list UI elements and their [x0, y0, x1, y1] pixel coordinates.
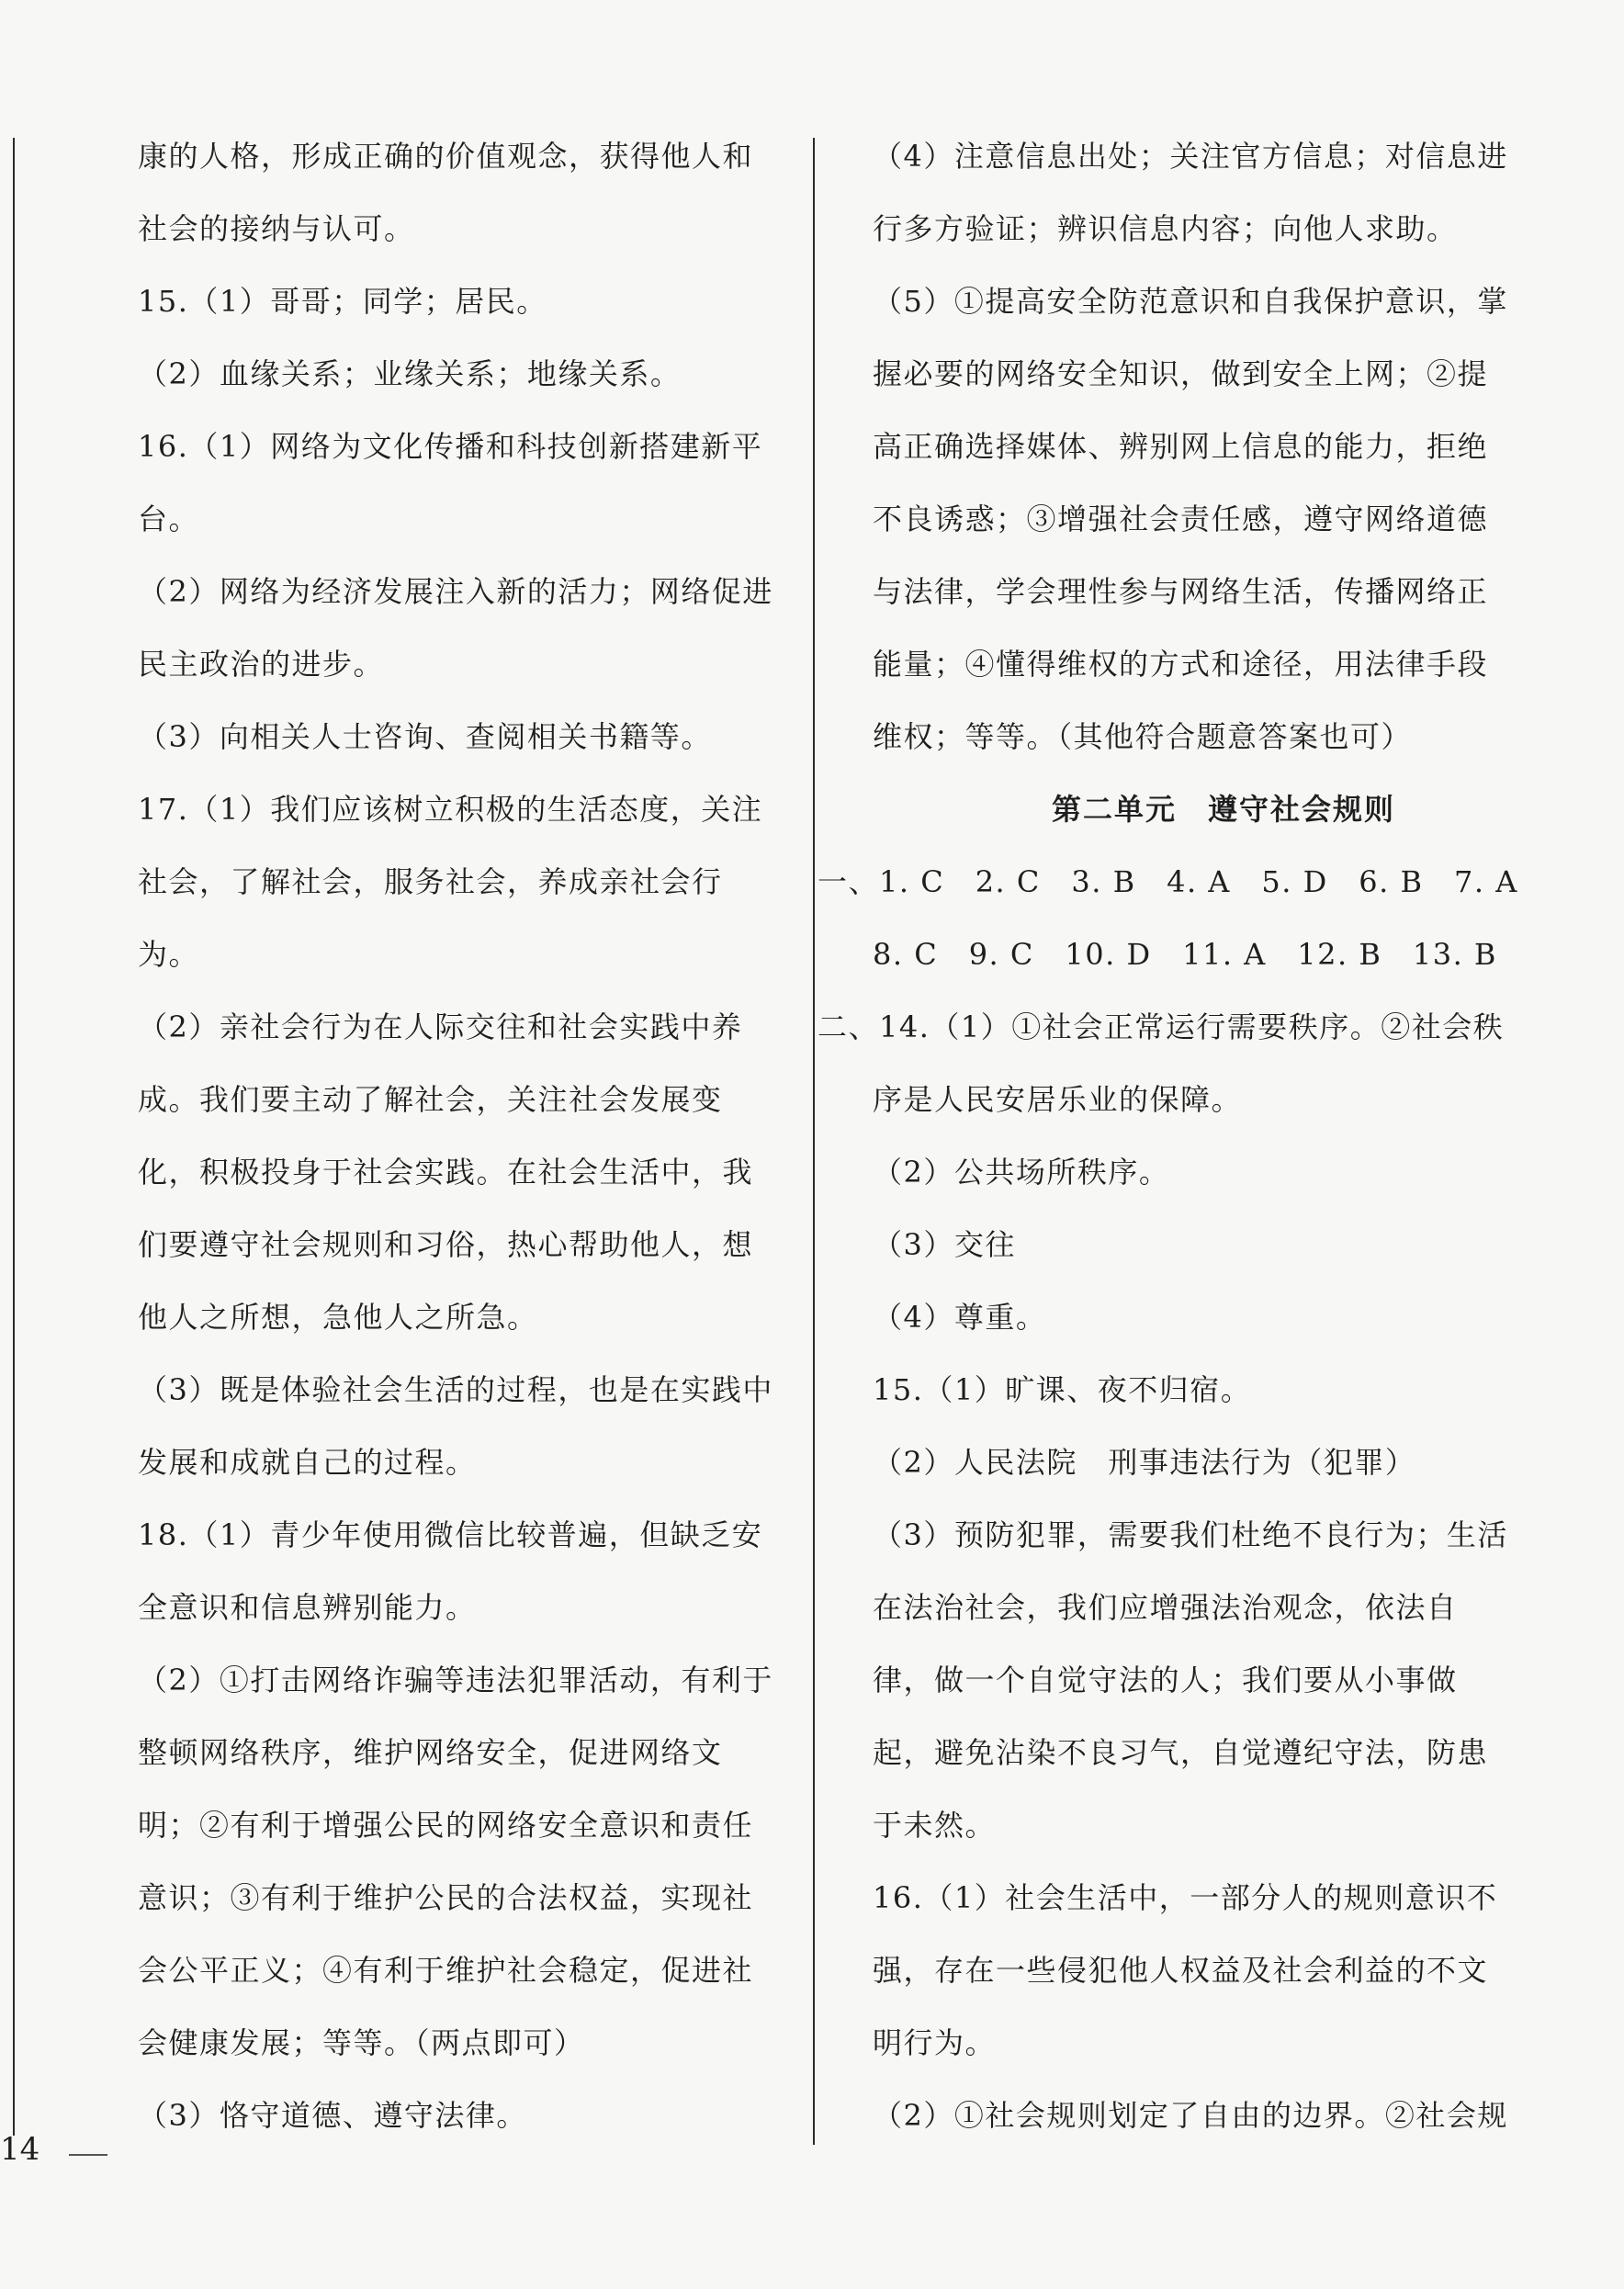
text-line: 16.（1）网络为文化传播和科技创新搭建新平 [138, 429, 763, 464]
text-line: 意识；③有利于维护公民的合法权益，实现社 [138, 1880, 754, 1915]
text-line: 强，存在一些侵犯他人权益及社会利益的不文 [873, 1953, 1489, 1988]
text-line: （3）恪守道德、遵守法律。 [138, 2098, 527, 2133]
text-line: （3）向相关人士咨询、查阅相关书籍等。 [138, 719, 712, 754]
text-line: 民主政治的进步。 [138, 647, 385, 682]
text-line: 不良诱惑；③增强社会责任感，遵守网络道德 [873, 502, 1489, 536]
section-heading: 第二单元 遵守社会规则 [1052, 792, 1396, 827]
text-line: （2）人民法院 刑事违法行为（犯罪） [873, 1445, 1416, 1480]
text-line: 握必要的网络安全知识，做到安全上网；②提 [873, 356, 1489, 391]
text-line: 为。 [138, 937, 200, 972]
text-line: 一、1. C 2. C 3. B 4. A 5. D 6. B 7. A [818, 864, 1518, 899]
text-line: 明；②有利于增强公民的网络安全意识和责任 [138, 1808, 754, 1843]
text-line: 8. C 9. C 10. D 11. A 12. B 13. B [873, 937, 1497, 972]
text-line: 社会的接纳与认可。 [138, 211, 415, 246]
text-line: 15.（1）旷课、夜不归宿。 [873, 1372, 1252, 1407]
text-line: 起，避免沾染不良习气，自觉遵纪守法，防患 [873, 1735, 1489, 1770]
text-line: 会健康发展；等等。（两点即可） [138, 2025, 585, 2060]
text-line: 社会，了解社会，服务社会，养成亲社会行 [138, 864, 723, 899]
text-line: 会公平正义；④有利于维护社会稳定，促进社 [138, 1953, 754, 1988]
text-line: 全意识和信息辨别能力。 [138, 1590, 477, 1625]
text-line: （4）注意信息出处；关注官方信息；对信息进 [873, 139, 1508, 174]
text-line: 于未然。 [873, 1808, 997, 1843]
text-line: （3）预防犯罪，需要我们杜绝不良行为；生活 [873, 1517, 1508, 1552]
text-line: （2）亲社会行为在人际交往和社会实践中养 [138, 1009, 743, 1044]
page-number: 14 [0, 2131, 40, 2168]
text-line: 18.（1）青少年使用微信比较普遍，但缺乏安 [138, 1517, 763, 1552]
text-line: 17.（1）我们应该树立积极的生活态度，关注 [138, 792, 763, 827]
text-line: 16.（1）社会生活中，一部分人的规则意识不 [873, 1880, 1498, 1915]
text-line: 律，做一个自觉守法的人；我们要从小事做 [873, 1663, 1458, 1697]
text-line: 序是人民安居乐业的保障。 [873, 1082, 1243, 1117]
text-line: （2）①社会规则划定了自由的边界。②社会规 [873, 2098, 1508, 2133]
column-divider [813, 138, 815, 2145]
page-number-dash [69, 2154, 107, 2156]
text-line: （4）尊重。 [873, 1300, 1047, 1335]
text-line: 们要遵守社会规则和习俗，热心帮助他人，想 [138, 1227, 754, 1262]
text-line: （5）①提高安全防范意识和自我保护意识，掌 [873, 284, 1508, 319]
text-line: 台。 [138, 502, 200, 536]
margin-rule [13, 138, 15, 2136]
text-line: 整顿网络秩序，维护网络安全，促进网络文 [138, 1735, 723, 1770]
text-line: 康的人格，形成正确的价值观念，获得他人和 [138, 139, 754, 174]
text-line: （2）血缘关系；业缘关系；地缘关系。 [138, 356, 682, 391]
text-line: 明行为。 [873, 2025, 997, 2060]
text-line: （2）①打击网络诈骗等违法犯罪活动，有利于 [138, 1663, 773, 1697]
text-line: 发展和成就自己的过程。 [138, 1445, 477, 1480]
text-line: 能量；④懂得维权的方式和途径，用法律手段 [873, 647, 1489, 682]
text-line: 高正确选择媒体、辨别网上信息的能力，拒绝 [873, 429, 1489, 464]
text-line: 行多方验证；辨识信息内容；向他人求助。 [873, 211, 1458, 246]
text-line: 二、14.（1）①社会正常运行需要秩序。②社会秩 [818, 1009, 1505, 1044]
text-line: 成。我们要主动了解社会，关注社会发展变 [138, 1082, 723, 1117]
text-line: （2）网络为经济发展注入新的活力；网络促进 [138, 574, 773, 609]
text-line: 他人之所想，急他人之所急。 [138, 1300, 538, 1335]
text-line: 在法治社会，我们应增强法治观念，依法自 [873, 1590, 1458, 1625]
text-line: （2）公共场所秩序。 [873, 1155, 1170, 1190]
text-line: 与法律，学会理性参与网络生活，传播网络正 [873, 574, 1489, 609]
text-line: （3）既是体验社会生活的过程，也是在实践中 [138, 1372, 773, 1407]
text-line: （3）交往 [873, 1227, 1016, 1262]
text-line: 化，积极投身于社会实践。在社会生活中，我 [138, 1155, 754, 1190]
text-line: 15.（1）哥哥；同学；居民。 [138, 284, 547, 319]
text-line: 维权；等等。（其他符合题意答案也可） [873, 719, 1413, 754]
